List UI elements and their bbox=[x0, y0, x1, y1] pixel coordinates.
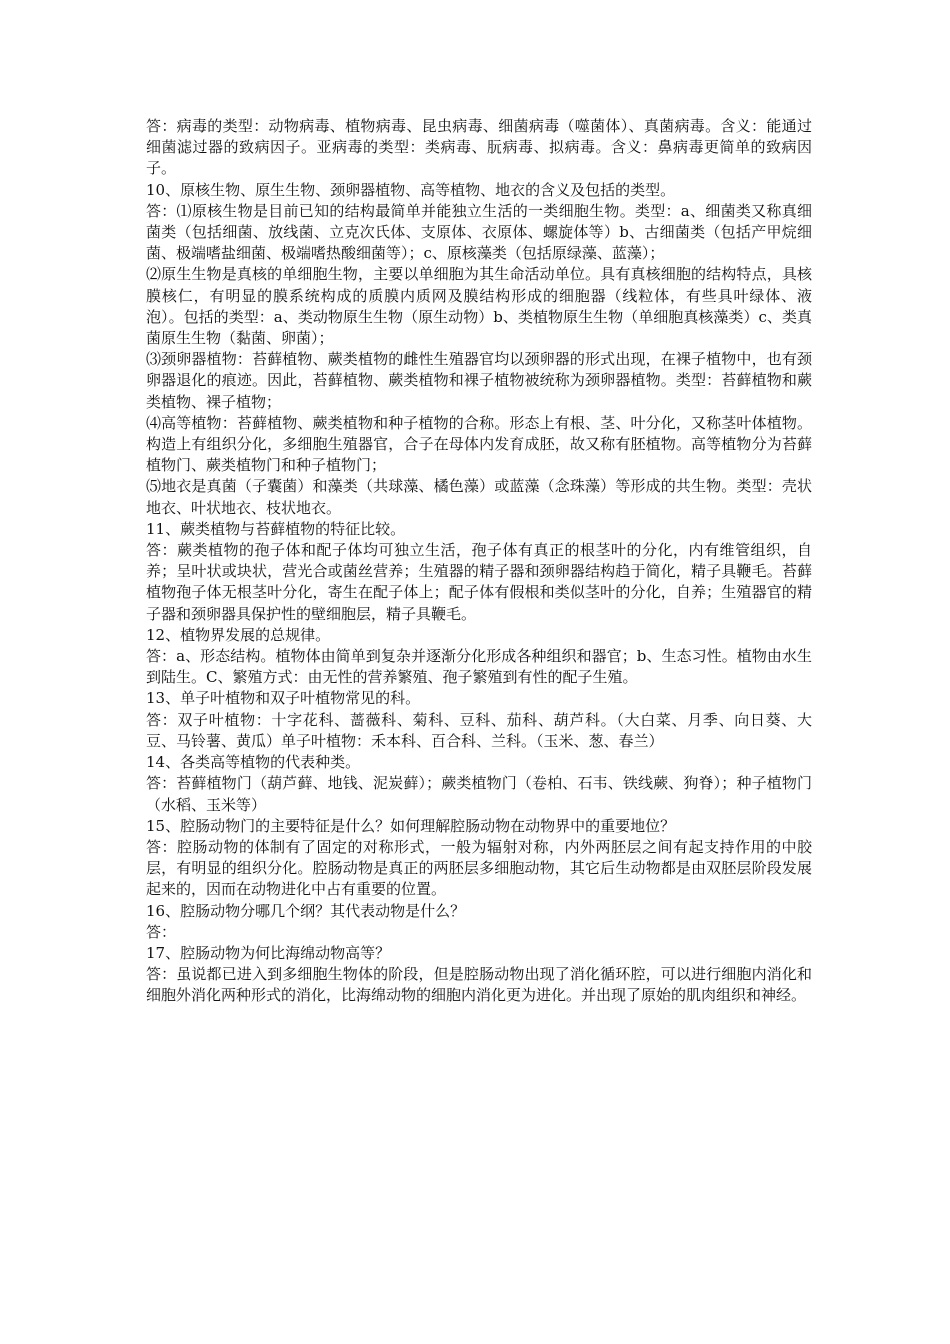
question-14: 14、各类高等植物的代表种类。 bbox=[146, 753, 361, 772]
document-page bbox=[146, 116, 812, 1007]
question-17: 17、腔肠动物为何比海绵动物高等？ bbox=[146, 943, 391, 962]
answer-10-protist: ⑵原生生物是真核的单细胞生物，主要以单细胞为其生命活动单位。具有真核细胞的结构特点，具核膜核仁，有明显的膜系统构成的质膜内质网及膜结构形成的细胞器（线粒体，有些具叶绿体、液泡）。包括的类型：a、类动物原生生物（原生动物）b、类植物原生生物（单细胞真核藻类）c、类真菌原生生物（黏菌、卵菌）； bbox=[146, 265, 812, 348]
question-16: 16、腔肠动物分哪几个纲？其代表动物是什么？ bbox=[146, 901, 466, 920]
answer-12: 答：a、形态结构。植物体由简单到复杂并逐渐分化形成各种组织和器官；b、生态习性。植物由水生到陆生。C、繁殖方式：由无性的营养繁殖、孢子繁殖到有性的配子生殖。 bbox=[146, 647, 812, 687]
answer-17: 答：虽说都已进入到多细胞生物体的阶段，但是腔肠动物出现了消化循环腔，可以进行细胞内消化和细胞外消化两种形式的消化，比海绵动物的细胞内消化更为进化。并出现了原始的肌肉组织和神经。 bbox=[146, 965, 812, 1005]
question-10: 10、原核生物、原生生物、颈卵器植物、高等植物、地衣的含义及包括的类型。 bbox=[146, 180, 676, 199]
answer-10-higher-plants: ⑷高等植物：苔藓植物、蕨类植物和种子植物的合称。形态上有根、茎、叶分化，又称茎叶体植物。构造上有组织分化，多细胞生殖器官，合子在母体内发育成胚，故又称有胚植物。高等植物分为苔藓植物门、蕨类植物门和种子植物门； bbox=[146, 413, 812, 475]
answer-11: 答：蕨类植物的孢子体和配子体均可独立生活，孢子体有真正的根茎叶的分化，内有维管组织，自养；呈叶状或块状，营光合或菌丝营养；生殖器的精子器和颈卵器结构趋于简化，精子具鞭毛。苔藓植物孢子体无根茎叶分化，寄生在配子体上；配子体有假根和类似茎叶的分化，自养；生殖器官的精子器和颈卵器具保护性的壁细胞层，精子具鞭毛。 bbox=[146, 541, 812, 623]
answer-16: 答： bbox=[146, 922, 177, 941]
answer-10-prokaryote: 答：⑴原核生物是目前已知的结构最简单并能独立生活的一类细胞生物。类型：a、细菌类又称真细菌类（包括细菌、放线菌、立克次氏体、支原体、衣原体、螺旋体等）b、古细菌类（包括产甲烷细菌、极端嗜盐细菌、极端嗜热酸细菌等）；c、原核藻类（包括原绿藻、蓝藻）； bbox=[146, 201, 812, 263]
answer-virus-types: 答：病毒的类型：动物病毒、植物病毒、昆虫病毒、细菌病毒（噬菌体）、真菌病毒。含义：能通过细菌滤过器的致病因子。亚病毒的类型：类病毒、朊病毒、拟病毒。含义：鼻病毒更简单的致病因子。 bbox=[146, 117, 812, 178]
answer-15: 答：腔肠动物的体制有了固定的对称形式，一般为辐射对称，内外两胚层之间有起支持作用的中胶层，有明显的组织分化。腔肠动物是真正的两胚层多细胞动物，其它后生动物都是由双胚层阶段发展起来的，因而在动物进化中占有重要的位置。 bbox=[146, 837, 812, 899]
answer-14: 答：苔藓植物门（葫芦藓、地钱、泥炭藓）；蕨类植物门（卷柏、石韦、铁线蕨、狗脊）；种子植物门（水稻、玉米等） bbox=[146, 774, 812, 814]
answer-13: 答：双子叶植物：十字花科、蔷薇科、菊科、豆科、茄科、葫芦科。（大白菜、月季、向日葵、大豆、马铃薯、黄瓜）单子叶植物：禾本科、百合科、兰科。（玉米、葱、春兰） bbox=[146, 710, 812, 750]
question-11: 11、蕨类植物与苔藓植物的特征比较。 bbox=[146, 519, 406, 538]
answer-10-lichen: ⑸地衣是真菌（子囊菌）和藻类（共球藻、橘色藻）或蓝藻（念珠藻）等形成的共生物。类型：壳状地衣、叶状地衣、枝状地衣。 bbox=[146, 477, 812, 517]
question-13: 13、单子叶植物和双子叶植物常见的科。 bbox=[146, 689, 421, 708]
question-12: 12、植物界发展的总规律。 bbox=[146, 625, 331, 644]
question-15: 15、腔肠动物门的主要特征是什么？如何理解腔肠动物在动物界中的重要地位？ bbox=[146, 816, 676, 835]
answer-10-archegoniate: ⑶颈卵器植物：苔藓植物、蕨类植物的雌性生殖器官均以颈卵器的形式出现，在裸子植物中，也有颈卵器退化的痕迹。因此，苔藓植物、蕨类植物和裸子植物被统称为颈卵器植物。类型：苔藓植物和蕨类植物、裸子植物； bbox=[146, 350, 812, 411]
